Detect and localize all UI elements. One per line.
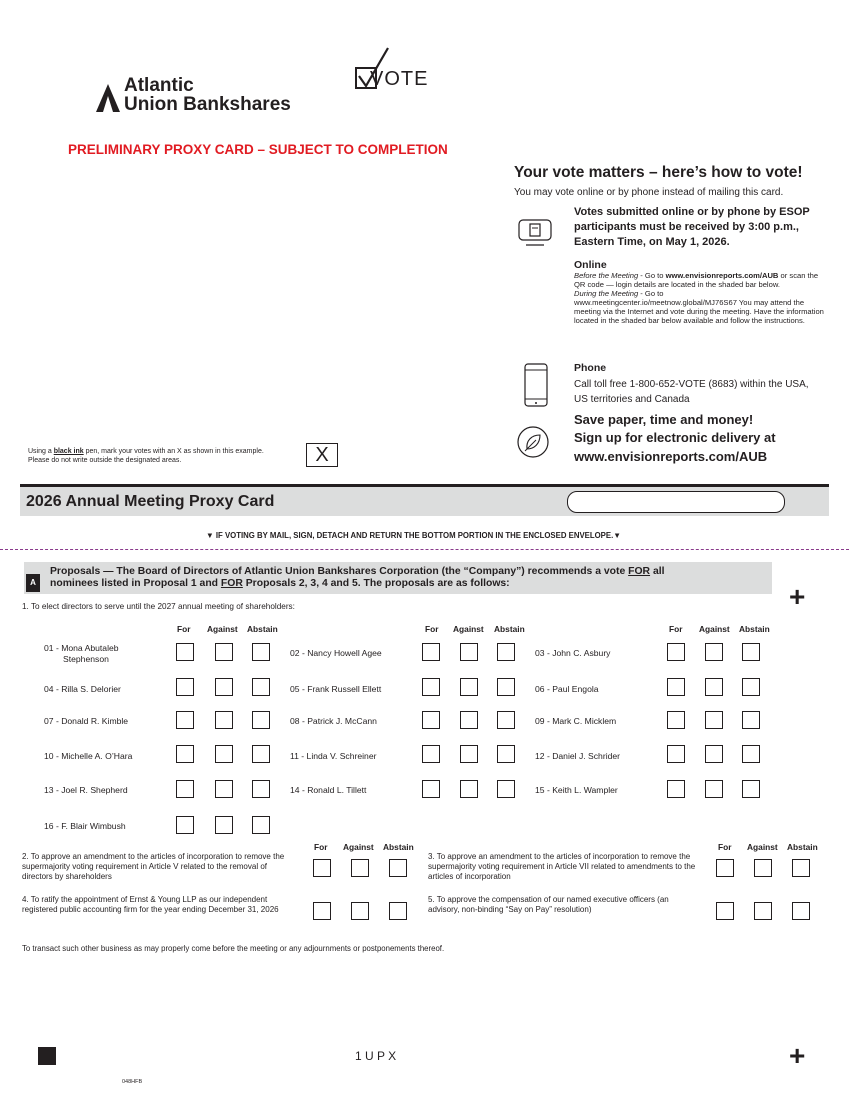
- login-details-pill[interactable]: [567, 491, 785, 513]
- vote-abstain-checkbox[interactable]: [742, 643, 760, 661]
- proposal-2-label: 2. To approve an amendment to the articles of incorporation to remove the supermajority voting requirement in Article V related to the removal of directors by shareholders: [22, 852, 285, 881]
- nominee-label-10: 10 - Michelle A. O’Hara: [44, 751, 133, 761]
- proposal-3-against-checkbox[interactable]: [754, 859, 772, 877]
- vote-for-checkbox[interactable]: [176, 711, 194, 729]
- detach-line[interactable]: [0, 549, 849, 550]
- heading-part1: Proposals — The Board of Directors of Atlantic Union Bankshares Corporation (the “Company”) recommends a vote: [50, 566, 629, 577]
- vote-logo: [354, 46, 454, 96]
- leaf-icon: [516, 425, 550, 459]
- card-title-bar: [20, 484, 829, 516]
- proposal-5-against-checkbox[interactable]: [754, 902, 772, 920]
- col-abstain-1: Abstain: [247, 624, 278, 634]
- vote-against-checkbox[interactable]: [705, 711, 723, 729]
- proposal-5-label: 5. To approve the compensation of our named executive officers (an advisory, non-binding “Say on Pay” resolution): [428, 895, 669, 914]
- nominee-label-01: [44, 643, 119, 665]
- nominee-label-09: 09 - Mark C. Micklem: [535, 716, 617, 726]
- vote-against-checkbox[interactable]: [705, 678, 723, 696]
- heading-part2: all: [650, 566, 665, 577]
- save-signup: Sign up for electronic delivery at: [574, 430, 776, 445]
- vote-logo-text: VOTE: [370, 68, 429, 90]
- vote-against-checkbox[interactable]: [215, 816, 233, 834]
- vote-abstain-checkbox[interactable]: [497, 745, 515, 763]
- vote-for-checkbox[interactable]: [176, 643, 194, 661]
- vote-for-checkbox[interactable]: [667, 711, 685, 729]
- during-meeting-label: During the Meeting: [574, 289, 639, 298]
- logo-line-1: Atlantic: [124, 75, 194, 96]
- vote-against-checkbox[interactable]: [215, 678, 233, 696]
- envision-url-link[interactable]: www.envisionreports.com/AUB: [665, 271, 779, 280]
- vote-for-checkbox[interactable]: [176, 678, 194, 696]
- col-against-3: Against: [699, 624, 730, 634]
- vote-abstain-checkbox[interactable]: [252, 745, 270, 763]
- nominee-label-11: 11 - Linda V. Schreiner: [290, 751, 377, 761]
- heading-for-2: FOR: [220, 578, 243, 589]
- vote-against-checkbox[interactable]: [215, 780, 233, 798]
- proposal-2-against-checkbox[interactable]: [351, 859, 369, 877]
- nominee-label-08: 08 - Patrick J. McCann: [290, 716, 377, 726]
- section-a-header: [24, 562, 772, 594]
- ink-pre: Using a: [28, 448, 54, 455]
- nominee-label-02: 02 - Nancy Howell Agee: [290, 648, 382, 658]
- save-url-link[interactable]: www.envisionreports.com/AUB: [574, 449, 768, 464]
- preliminary-banner: PRELIMINARY PROXY CARD – SUBJECT TO COMPLETION: [68, 142, 448, 157]
- phone-heading: Phone: [574, 362, 607, 374]
- vote-abstain-checkbox[interactable]: [742, 678, 760, 696]
- registration-plus-bottom: +: [789, 1040, 806, 1071]
- black-ink-text: black ink: [53, 448, 84, 455]
- vote-against-checkbox[interactable]: [215, 643, 233, 661]
- col-abstain-p3: Abstain: [787, 842, 818, 852]
- section-a-heading: [50, 566, 665, 590]
- vote-against-checkbox[interactable]: [705, 780, 723, 798]
- vote-against-checkbox[interactable]: [460, 745, 478, 763]
- section-letter: A: [30, 578, 36, 587]
- card-title: 2026 Annual Meeting Proxy Card: [26, 493, 275, 510]
- job-id: 048HFB: [122, 1079, 143, 1085]
- heading-line2-part2: Proposals 2, 3, 4 and 5. The proposals are as follows:: [242, 578, 510, 589]
- vote-for-checkbox[interactable]: [176, 780, 194, 798]
- vote-against-checkbox[interactable]: [460, 711, 478, 729]
- nominee-label-13: 13 - Joel R. Shepherd: [44, 785, 128, 795]
- vote-abstain-checkbox[interactable]: [252, 780, 270, 798]
- col-for-1: For: [177, 624, 191, 634]
- vote-abstain-checkbox[interactable]: [742, 780, 760, 798]
- vote-for-checkbox[interactable]: [422, 780, 440, 798]
- vote-for-checkbox[interactable]: [422, 678, 440, 696]
- nominee-label-15: 15 - Keith L. Wampler: [535, 785, 618, 795]
- ink-line-2: Please do not write outside the designated areas.: [28, 457, 182, 464]
- proposal-1-label: 1. To elect directors to serve until the 2027 annual meeting of shareholders:: [22, 602, 295, 611]
- example-mark: X: [315, 444, 329, 466]
- during-text: - Go to www.meetingcenter.io/meetnow.global/MJ76S67 You may attend the meeting via the Internet and vote during the meeting. Have the information located in the shaded bar below available and follow the instructions.: [574, 289, 824, 325]
- nominee-label-06: 06 - Paul Engola: [535, 684, 599, 694]
- proposal-3-for-checkbox[interactable]: [716, 859, 734, 877]
- vote-against-checkbox[interactable]: [705, 643, 723, 661]
- vote-against-checkbox[interactable]: [460, 780, 478, 798]
- proposal-4-label: 4. To ratify the appointment of Ernst & Young LLP as our independent registered public accounting firm for the year ending December 31, 2026: [22, 895, 279, 914]
- vote-for-checkbox[interactable]: [176, 816, 194, 834]
- vote-abstain-checkbox[interactable]: [497, 678, 515, 696]
- proposal-3-abstain-checkbox[interactable]: [792, 859, 810, 877]
- footer-code: 1 U P X: [355, 1049, 397, 1063]
- company-logo: [94, 74, 324, 120]
- nominee-01-line1: 01 - Mona Abutaleb: [44, 643, 119, 653]
- vote-matters-title: Your vote matters – here’s how to vote!: [514, 164, 803, 181]
- vote-for-checkbox[interactable]: [667, 678, 685, 696]
- vote-for-checkbox[interactable]: [667, 780, 685, 798]
- vote-abstain-checkbox[interactable]: [252, 678, 270, 696]
- before-meeting-label: Before the Meeting: [574, 271, 639, 280]
- vote-abstain-checkbox[interactable]: [497, 711, 515, 729]
- esop-notice: Votes submitted online or by phone by ESOP participants must be received by 3:00 p.m., Eastern Time, on May 1, 2026.: [574, 206, 810, 248]
- heading-for-1: FOR: [628, 566, 651, 577]
- vote-for-checkbox[interactable]: [422, 643, 440, 661]
- nominee-label-07: 07 - Donald R. Kimble: [44, 716, 129, 726]
- ink-instructions: [28, 447, 264, 465]
- vote-subtitle: You may vote online or by phone instead of mailing this card.: [514, 187, 784, 198]
- proposal-2-for-checkbox[interactable]: [313, 859, 331, 877]
- nominee-label-03: 03 - John C. Asbury: [535, 648, 611, 658]
- online-instructions: [574, 271, 824, 325]
- before-rest: or scan the QR code — login details are located in the shaded bar below.: [574, 271, 819, 289]
- nominee-label-04: 04 - Rilla S. Delorier: [44, 684, 121, 694]
- col-against-p2: Against: [343, 842, 374, 852]
- example-mark-box: [306, 443, 338, 467]
- col-for-3: For: [669, 624, 683, 634]
- proposal-3-label: 3. To approve an amendment to the articles of incorporation to remove the supermajority voting requirement in Article VII related to amendments to the articles of incorporation: [428, 852, 696, 881]
- proposal-4-against-checkbox[interactable]: [351, 902, 369, 920]
- logo-mark-icon: [94, 82, 126, 114]
- vote-abstain-checkbox[interactable]: [252, 816, 270, 834]
- proposal-2-abstain-checkbox[interactable]: [389, 859, 407, 877]
- proposal-5-for-checkbox[interactable]: [716, 902, 734, 920]
- proposal-4-for-checkbox[interactable]: [313, 902, 331, 920]
- vote-against-checkbox[interactable]: [705, 745, 723, 763]
- heading-line2-part1: nominees listed in Proposal 1 and: [50, 578, 221, 589]
- before-prefix: - Go to: [638, 271, 666, 280]
- vote-against-checkbox[interactable]: [215, 711, 233, 729]
- col-abstain-3: Abstain: [739, 624, 770, 634]
- vote-abstain-checkbox[interactable]: [497, 643, 515, 661]
- save-title: Save paper, time and money!: [574, 412, 754, 427]
- vote-abstain-checkbox[interactable]: [252, 643, 270, 661]
- nominee-01-line2: Stephenson: [63, 654, 109, 664]
- nominee-label-14: 14 - Ronald L. Tillett: [290, 785, 367, 795]
- col-for-p3: For: [718, 842, 732, 852]
- registration-plus-top: +: [789, 581, 806, 612]
- proposal-5-abstain-checkbox[interactable]: [792, 902, 810, 920]
- ink-post: pen, mark your votes with an X as shown in this example.: [83, 448, 264, 455]
- nominee-label-16: 16 - F. Blair Wimbush: [44, 821, 126, 831]
- col-for-2: For: [425, 624, 439, 634]
- col-abstain-p2: Abstain: [383, 842, 414, 852]
- vote-abstain-checkbox[interactable]: [742, 711, 760, 729]
- nominee-label-05: 05 - Frank Russell Ellett: [290, 684, 382, 694]
- vote-for-checkbox[interactable]: [667, 643, 685, 661]
- phone-icon: [524, 363, 548, 407]
- col-against-p3: Against: [747, 842, 778, 852]
- phone-text: Call toll free 1-800-652-VOTE (8683) within the USA, US territories and Canada: [574, 379, 809, 405]
- vote-against-checkbox[interactable]: [460, 643, 478, 661]
- vote-abstain-checkbox[interactable]: [252, 711, 270, 729]
- vote-for-checkbox[interactable]: [422, 711, 440, 729]
- vote-for-checkbox[interactable]: [176, 745, 194, 763]
- col-abstain-2: Abstain: [494, 624, 525, 634]
- vote-against-checkbox[interactable]: [215, 745, 233, 763]
- col-against-1: Against: [207, 624, 238, 634]
- nominee-label-12: 12 - Daniel J. Schrider: [535, 751, 621, 761]
- col-against-2: Against: [453, 624, 484, 634]
- col-for-p2: For: [314, 842, 328, 852]
- vote-against-checkbox[interactable]: [460, 678, 478, 696]
- vote-for-checkbox[interactable]: [667, 745, 685, 763]
- registration-square: [38, 1047, 56, 1065]
- computer-icon: [518, 219, 552, 247]
- mail-notice: ▼ IF VOTING BY MAIL, SIGN, DETACH AND RETURN THE BOTTOM PORTION IN THE ENCLOSED ENVELOPE.▼: [206, 531, 621, 540]
- vote-for-checkbox[interactable]: [422, 745, 440, 763]
- section-letter-badge: [26, 574, 40, 592]
- vote-abstain-checkbox[interactable]: [742, 745, 760, 763]
- other-business: To transact such other business as may properly come before the meeting or any adjournments or postponements thereof.: [22, 944, 445, 953]
- proposal-4-abstain-checkbox[interactable]: [389, 902, 407, 920]
- vote-abstain-checkbox[interactable]: [497, 780, 515, 798]
- online-heading: Online: [574, 259, 607, 271]
- logo-line-2: Union Bankshares: [124, 94, 291, 115]
